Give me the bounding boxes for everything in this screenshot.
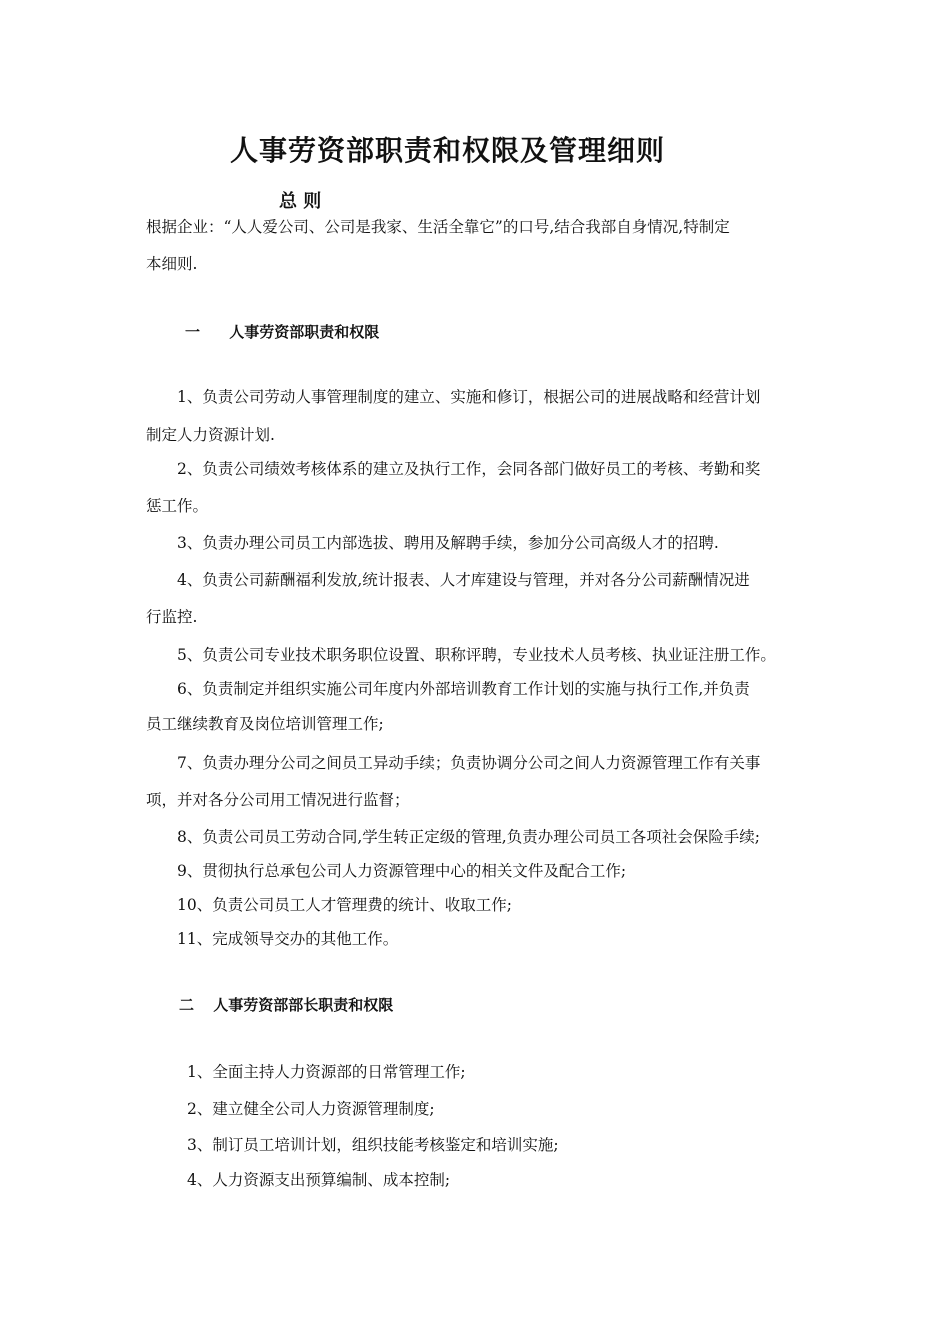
section-1-line: 制定人力资源计划. — [146, 426, 275, 444]
section-1-line: 5、负责公司专业技术职务职位设置、职称评聘，专业技术人员考核、执业证注册工作。 — [177, 646, 776, 664]
section-1-line: 11、完成领导交办的其他工作。 — [177, 930, 399, 948]
section-1-line: 2、负责公司绩效考核体系的建立及执行工作，会同各部门做好员工的考核、考勤和奖 — [177, 460, 761, 478]
section-1-line: 10、负责公司员工人才管理费的统计、收取工作; — [177, 896, 512, 914]
section-2-line: 1、全面主持人力资源部的日常管理工作; — [187, 1063, 466, 1081]
document-title: 人事劳资部职责和权限及管理细则 — [230, 134, 666, 167]
section-2-line: 2、建立健全公司人力资源管理制度; — [187, 1100, 435, 1118]
section-1-number: 一 — [185, 323, 201, 341]
section-2-number: 二 — [179, 996, 195, 1014]
section-1-heading: 人事劳资部职责和权限 — [229, 323, 380, 341]
section-1-line: 行监控. — [146, 608, 198, 626]
section-1-line: 项，并对各分公司用工情况进行监督； — [146, 791, 410, 809]
section-1-line: 惩工作。 — [146, 497, 209, 515]
section-2-heading: 人事劳资部部长职责和权限 — [213, 996, 394, 1014]
section-1-heading-row — [185, 322, 379, 342]
section-2-line: 4、人力资源支出预算编制、成本控制; — [187, 1171, 451, 1189]
section-1-line: 1、负责公司劳动人事管理制度的建立、实施和修订，根据公司的进展战略和经营计划 — [177, 388, 761, 406]
section-1-line: 4、负责公司薪酬福利发放,统计报表、人才库建设与管理，并对各分公司薪酬情况进 — [177, 571, 750, 589]
section-2-line: 3、制订员工培训计划，组织技能考核鉴定和培训实施; — [187, 1136, 559, 1154]
general-heading: 总 则 — [279, 191, 322, 212]
section-1-line: 3、负责办理公司员工内部选拔、聘用及解聘手续，参加分公司高级人才的招聘. — [177, 534, 719, 552]
section-1-line: 9、贯彻执行总承包公司人力资源管理中心的相关文件及配合工作; — [177, 862, 627, 880]
general-line-1: 根据企业：“人人爱公司、公司是我家、生活全靠它”的口号,结合我部自身情况,特制定 — [146, 218, 730, 236]
section-1-line: 6、负责制定并组织实施公司年度内外部培训教育工作计划的实施与执行工作,并负责 — [177, 680, 750, 698]
general-line-2: 本细则. — [146, 255, 198, 273]
section-2-heading-row — [179, 995, 393, 1015]
section-1-line: 8、负责公司员工劳动合同,学生转正定级的管理,负责办理公司员工各项社会保险手续; — [177, 828, 760, 846]
section-1-line: 员工继续教育及岗位培训管理工作; — [146, 715, 384, 733]
section-1-line: 7、负责办理分公司之间员工异动手续；负责协调分公司之间人力资源管理工作有关事 — [177, 754, 761, 772]
